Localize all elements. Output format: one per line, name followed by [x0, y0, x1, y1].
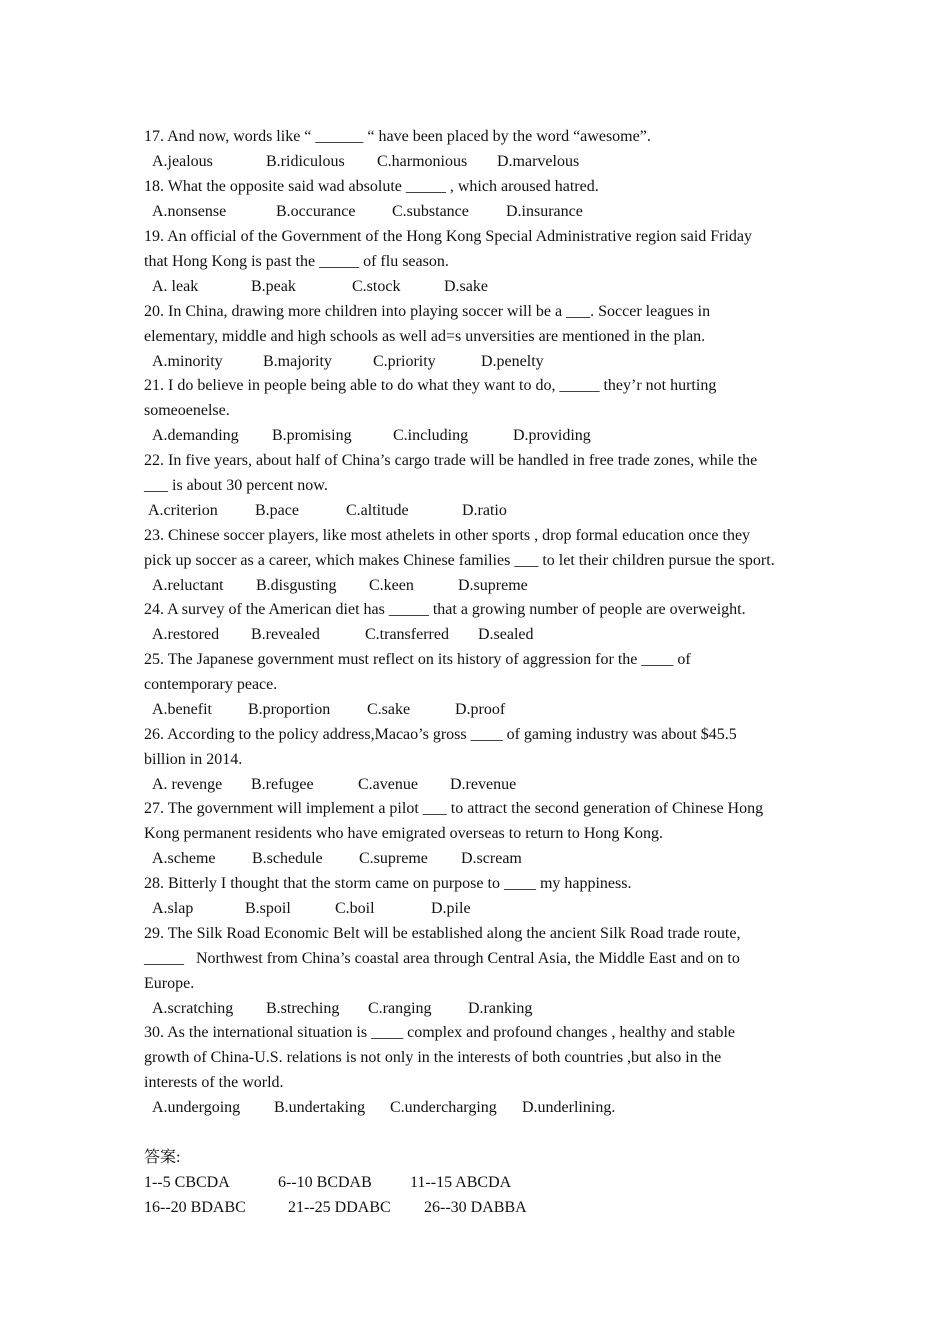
question-21-text-1: 21. I do believe in people being able to do what they want to do, _____ they’r not hurting	[144, 377, 717, 394]
question-22-text-2: ___ is about 30 percent now.	[144, 477, 328, 494]
answer-group: 21--25 DDABC	[288, 1199, 391, 1216]
option-c: C.boil	[335, 900, 375, 917]
question-25-text-1: 25. The Japanese government must reflect on its history of aggression for the ____ of	[144, 651, 691, 668]
option-b: B.pace	[255, 502, 299, 519]
option-d: D.insurance	[506, 203, 583, 220]
option-c: C.substance	[392, 203, 469, 220]
option-a: A.demanding	[152, 427, 239, 444]
question-27-text-2: Kong permanent residents who have emigrated overseas to return to Hong Kong.	[144, 825, 663, 842]
option-d: D.proof	[455, 701, 506, 718]
option-b: B.ridiculous	[266, 153, 345, 170]
question-29-text-1: 29. The Silk Road Economic Belt will be established along the ancient Silk Road trade route,	[144, 925, 741, 942]
option-b: B.spoil	[245, 900, 291, 917]
answer-group: 11--15 ABCDA	[410, 1174, 512, 1191]
question-26-text-2: billion in 2014.	[144, 751, 243, 768]
option-c: C.sake	[367, 701, 411, 718]
option-b: B.occurance	[276, 203, 356, 220]
option-b: B.undertaking	[274, 1099, 366, 1116]
question-21-text-2: someoenelse.	[144, 402, 230, 419]
option-d: D.ranking	[468, 1000, 533, 1017]
option-b: B.peak	[251, 278, 296, 295]
option-d: D.underlining.	[522, 1099, 616, 1116]
option-a: A.undergoing	[152, 1099, 241, 1116]
question-26-text-1: 26. According to the policy address,Macao’s gross ____ of gaming industry was about $45.5	[144, 726, 737, 743]
question-30-text-2: growth of China-U.S. relations is not only in the interests of both countries ,but also in the	[144, 1049, 722, 1066]
option-c: C.undercharging	[390, 1099, 497, 1116]
option-a: A.scratching	[152, 1000, 234, 1017]
question-20-text-2: elementary, middle and high schools as well ad=s unversities are mentioned in the plan.	[144, 328, 706, 345]
option-b: B.promising	[272, 427, 352, 444]
option-b: B.revealed	[251, 626, 320, 643]
option-d: D.ratio	[462, 502, 507, 519]
option-c: C.altitude	[346, 502, 409, 519]
option-c: C.ranging	[368, 1000, 432, 1017]
answer-group: 16--20 BDABC	[144, 1199, 246, 1216]
option-d: D.marvelous	[497, 153, 580, 170]
option-c: C.harmonious	[377, 153, 468, 170]
option-b: B.schedule	[252, 850, 323, 867]
question-19-text-2: that Hong Kong is past the _____ of flu season.	[144, 253, 449, 270]
answer-group: 6--10 BCDAB	[278, 1174, 372, 1191]
option-a: A.reluctant	[152, 577, 224, 594]
option-d: D.scream	[461, 850, 522, 867]
question-23-text-1: 23. Chinese soccer players, like most athelets in other sports , drop formal education once they	[144, 527, 751, 544]
option-b: B.disgusting	[256, 577, 337, 594]
question-23-text-2: pick up soccer as a career, which makes Chinese families ___ to let their children pursue the sport.	[144, 552, 775, 569]
option-c: C.avenue	[358, 776, 418, 793]
option-a: A.nonsense	[152, 203, 227, 220]
option-d: D.pile	[431, 900, 471, 917]
option-d: D.sealed	[478, 626, 534, 643]
option-a: A.benefit	[152, 701, 212, 718]
question-28-text: 28. Bitterly I thought that the storm came on purpose to ____ my happiness.	[144, 875, 632, 892]
option-b: B.streching	[266, 1000, 340, 1017]
option-c: C.supreme	[359, 850, 428, 867]
option-a: A.slap	[152, 900, 194, 917]
option-a: A.jealous	[152, 153, 213, 170]
question-24-text: 24. A survey of the American diet has _____ that a growing number of people are overweight.	[144, 601, 746, 618]
question-30-text-1: 30. As the international situation is ____ complex and profound changes , healthy and stable	[144, 1024, 735, 1041]
option-a: A.minority	[152, 353, 223, 370]
option-d: D.providing	[513, 427, 591, 444]
option-b: B.proportion	[248, 701, 331, 718]
option-c: C.stock	[352, 278, 401, 295]
question-29-text-2: _____ Northwest from China’s coastal area through Central Asia, the Middle East and on to	[144, 950, 740, 967]
question-29-text-3: Europe.	[144, 975, 195, 992]
answers-title: 答案:	[144, 1149, 181, 1166]
option-d: D.revenue	[450, 776, 517, 793]
option-c: C.keen	[369, 577, 414, 594]
question-17-text: 17. And now, words like “ ______ “ have been placed by the word “awesome”.	[144, 128, 651, 145]
option-c: C.including	[393, 427, 469, 444]
option-b: B.refugee	[251, 776, 314, 793]
option-b: B.majority	[263, 353, 332, 370]
option-a: A.restored	[152, 626, 220, 643]
question-20-text-1: 20. In China, drawing more children into playing soccer will be a ___. Soccer leagues in	[144, 303, 711, 320]
option-d: D.penelty	[481, 353, 544, 370]
question-27-text-1: 27. The government will implement a pilot ___ to attract the second generation of Chinese Hong	[144, 800, 764, 817]
option-d: D.supreme	[458, 577, 528, 594]
question-22-text-1: 22. In five years, about half of China’s cargo trade will be handled in free trade zones, while the	[144, 452, 758, 469]
option-a: A. revenge	[152, 776, 223, 793]
option-c: C.priority	[373, 353, 436, 370]
option-a: A. leak	[152, 278, 199, 295]
question-18-text: 18. What the opposite said wad absolute _____ , which aroused hatred.	[144, 178, 599, 195]
answer-group: 1--5 CBCDA	[144, 1174, 230, 1191]
option-c: C.transferred	[365, 626, 449, 643]
option-a: A.scheme	[152, 850, 216, 867]
question-19-text-1: 19. An official of the Government of the Hong Kong Special Administrative region said Friday	[144, 228, 753, 245]
option-d: D.sake	[444, 278, 488, 295]
answer-group: 26--30 DABBA	[424, 1199, 527, 1216]
question-25-text-2: contemporary peace.	[144, 676, 278, 693]
option-a: A.criterion	[148, 502, 218, 519]
question-30-text-3: interests of the world.	[144, 1074, 284, 1091]
